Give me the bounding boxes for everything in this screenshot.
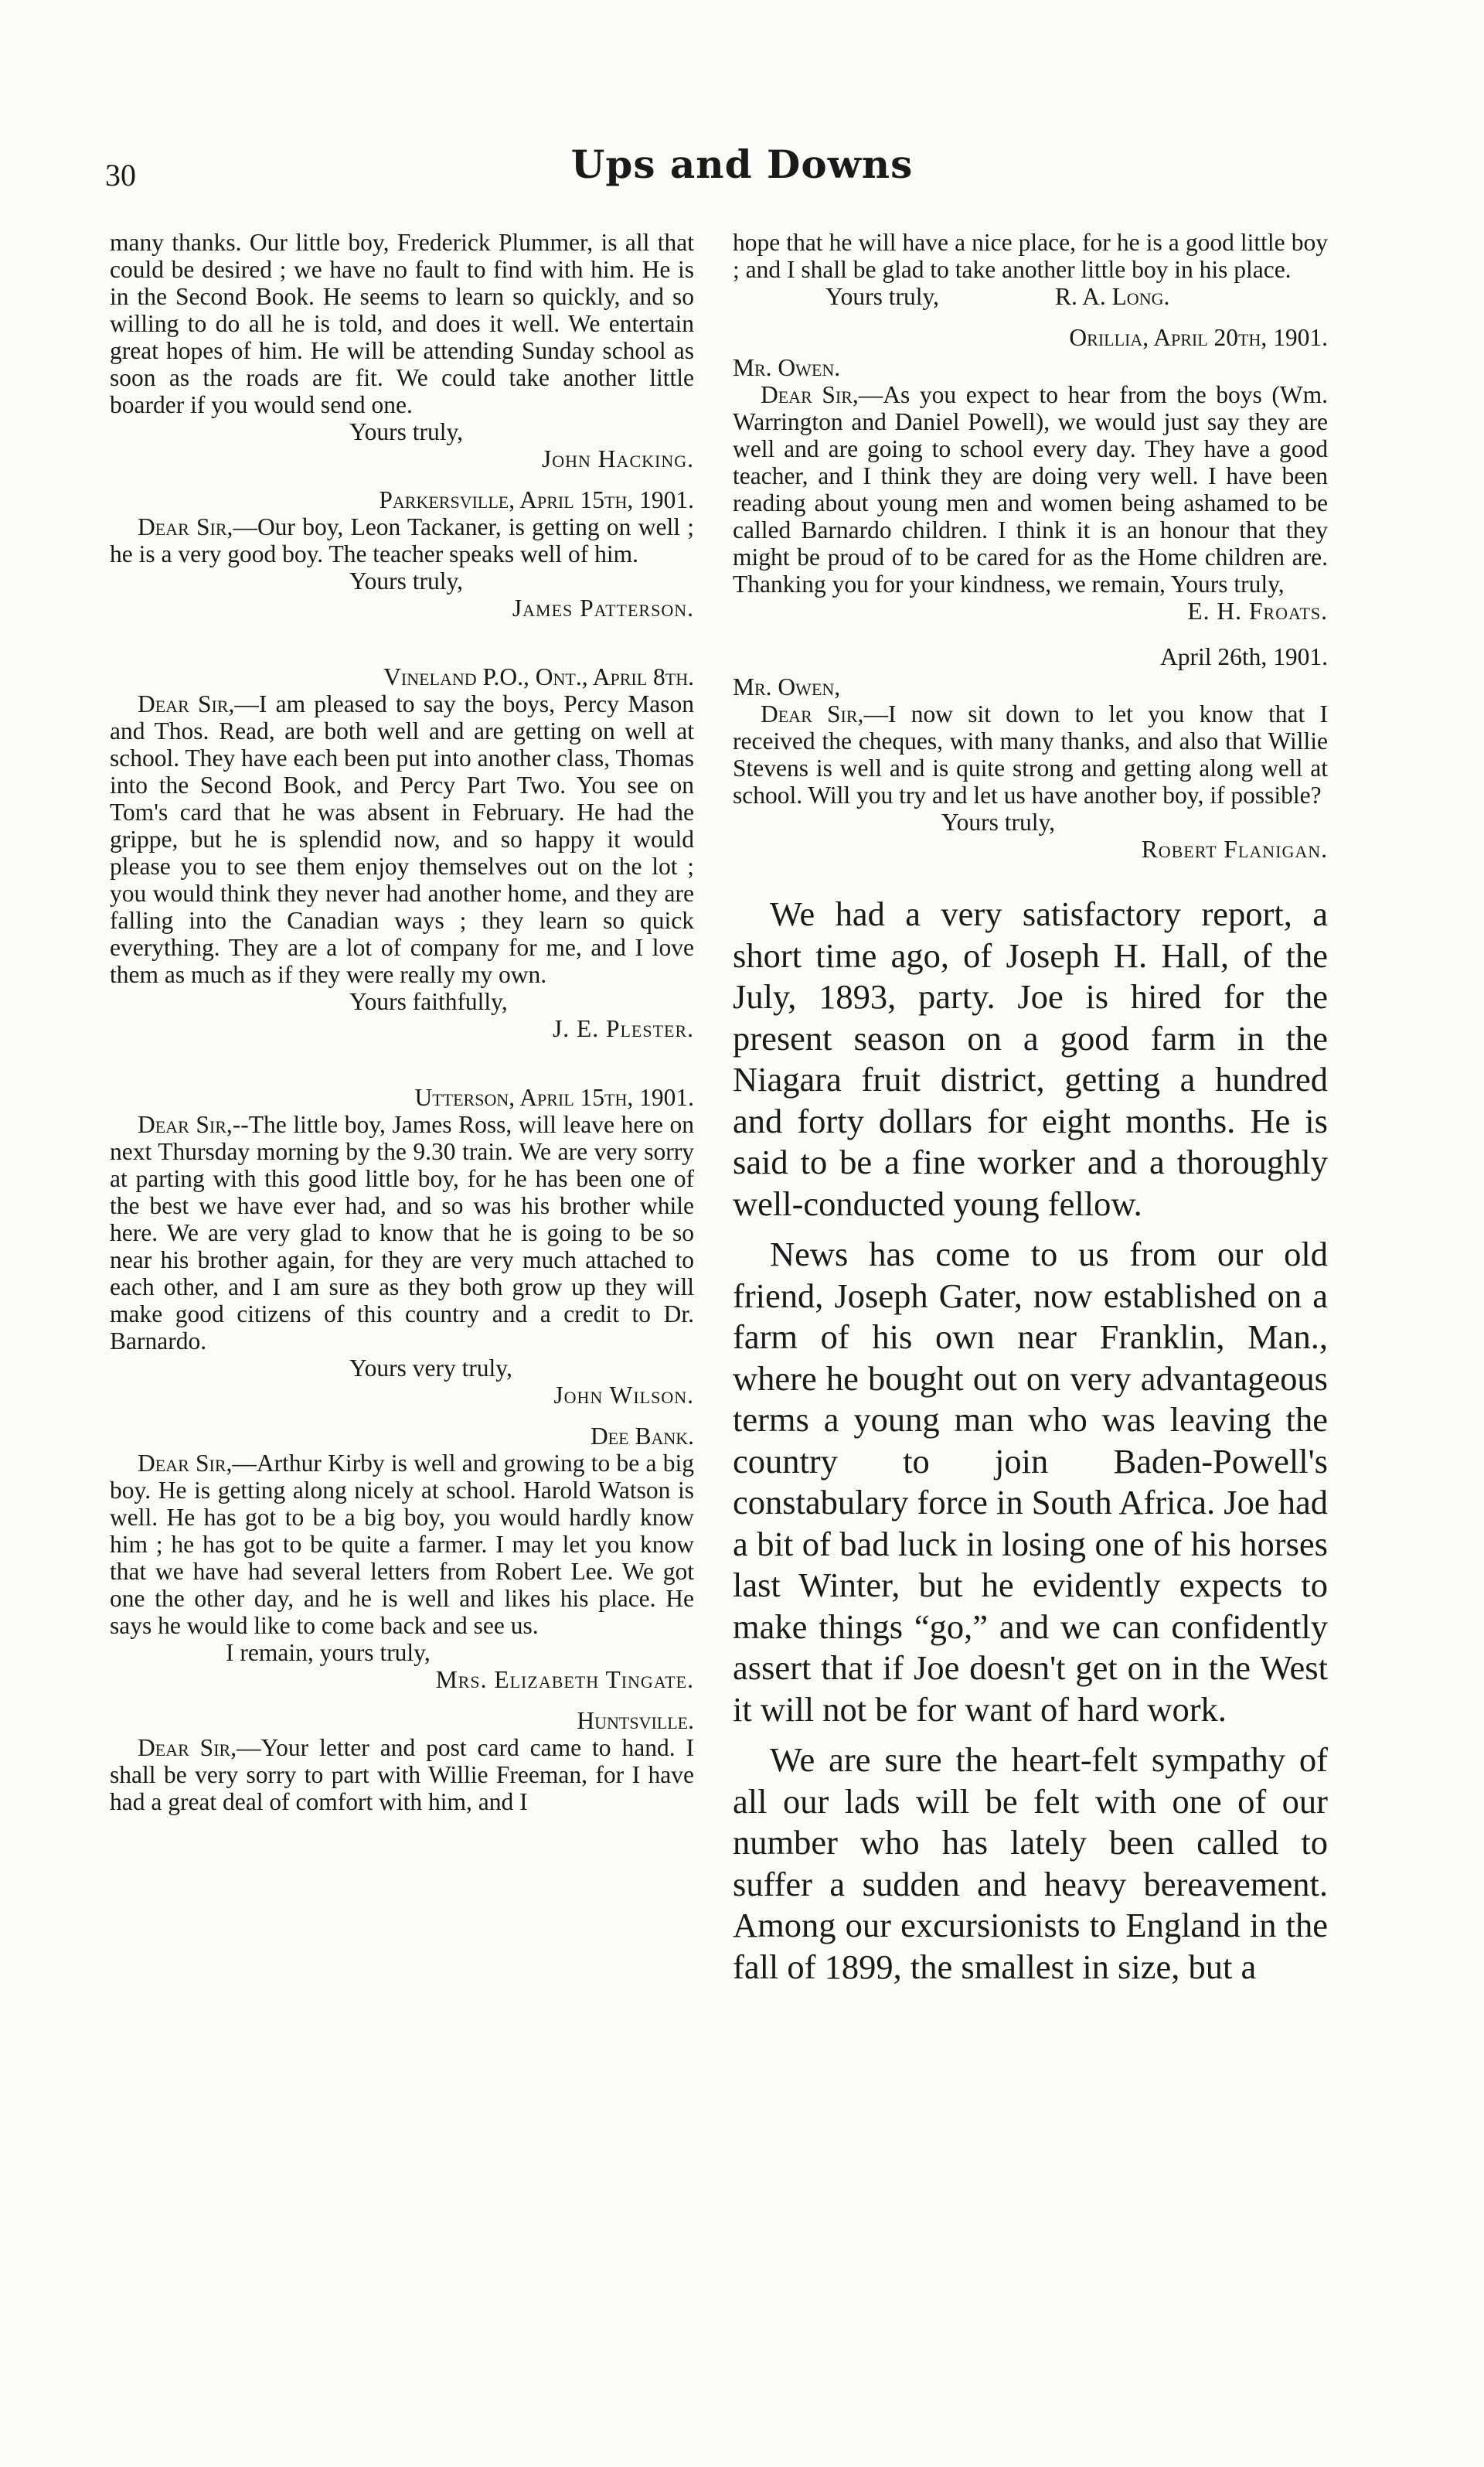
letter-salutation: Dear Sir, <box>138 1111 233 1138</box>
letter-dateline: Parkersville, April 15th, 1901. <box>379 486 694 513</box>
letter-body <box>733 700 1328 809</box>
letter-dateline: Utterson, April 15th, 1901. <box>414 1084 694 1111</box>
letter-signature: John Hacking. <box>542 445 694 472</box>
left-column <box>110 229 694 1815</box>
letter-body: hope that he will have a nice place, for he is a good little boy ; and I shall be glad to take another little boy in his place. <box>733 229 1328 283</box>
letter-signature: James Patterson. <box>512 595 694 622</box>
letter-signature: R. A. Long. <box>1055 283 1170 310</box>
editorial-paragraph: We had a very satisfactory report, a short time ago, of Joseph H. Hall, of the July, 1893, party. Joe is hired for the present season on a good farm in the Niagara fruit district, getting a hundred and forty dollars for eight months. He is said to be a fine worker and a thoroughly well-conducted young fellow. <box>733 894 1328 1223</box>
letter-closing: Yours truly, <box>349 567 464 595</box>
letter-closing: Yours truly, <box>941 809 1056 836</box>
letter-closing: Yours very truly, <box>349 1354 512 1382</box>
letter-body <box>733 381 1328 598</box>
editorial-paragraph: News has come to us from our old friend, Joseph Gater, now established on a farm of his own near Franklin, Man., where he bought out on very advantageous terms a young man who was leaving the country to join Baden-Powell's constabulary force in South Africa. Joe had a bit of bad luck in losing one of his horses last Winter, but he evidently expects to make things “go,” and we can confidently assert that if Joe doesn't get on in the West it will not be for want of hard work. <box>733 1235 1328 1729</box>
page-header <box>0 135 1484 193</box>
letter-salutation: Dear Sir, <box>138 1734 237 1761</box>
letter-text: —I am pleased to say the boys, Percy Mason and Thos. Read, are both well and are getting on well at school. They have each been put into another class, Thomas into the Second Book, and Percy Part Two. You see on Tom's card that he was absent in February. He had the grippe, but he is splendid now, and so happy it would please you to see them enjoy themselves out on the lot ; you would think they never had another home, and they are falling into the Canadian ways ; they learn so quick everything. They are a lot of company for me, and I love them as much as if they were really my own. <box>110 690 694 988</box>
letter-dateline: Orillia, April 20th, 1901. <box>1069 324 1328 351</box>
letter-salutation: Dear Sir, <box>138 690 235 717</box>
letter-closing: Yours truly, <box>349 418 464 445</box>
editorial-paragraph: We are sure the heart-felt sympathy of all our lads will be felt with one of our number who has lately been called to suffer a sudden and heavy bereavement. Among our excursionists to England in the fall of 1899, the smallest in size, but a <box>733 1740 1328 1986</box>
letter-text: —Arthur Kirby is well and growing to be a big boy. He is getting along nicely at school. Harold Watson is well. He has got to be a big boy, you would hardly know him ; he has got to be quite a farmer. I may let you know that we have had several letters from Robert Lee. We got one the other day, and he is well and likes his place. He says he would like to come back and see us. <box>110 1450 694 1639</box>
letter-body <box>110 690 694 988</box>
letter-closing <box>733 283 1328 310</box>
letter-text: —I now sit down to let you know that I received the cheques, with many thanks, and also that Willie Stevens is well and is quite strong and getting along well at school. Will you try and let us have another boy, if possible? <box>733 700 1328 809</box>
letter-text: --The little boy, James Ross, will leave here on next Thursday morning by the 9.30 train. We are very sorry at parting with this good little boy, for he has been one of the best we have ever had, and so was his brother while here. We are very glad to know that he is going to be so near his brother again, for they are very much attached to each other, and I am sure as they both grow up they will make good citizens of this country and a credit to Dr. Barnardo. <box>110 1111 694 1354</box>
letter-dateline: Vineland P.O., Ont., April 8th. <box>383 663 694 690</box>
letter-closing: Yours truly, <box>1170 571 1285 598</box>
letter-salutation: Dear Sir, <box>761 700 864 727</box>
letter-signature: Robert Flanigan. <box>1141 836 1328 863</box>
running-title: Ups and Downs <box>570 141 914 187</box>
letter-text: —Our boy, Leon Tackaner, is getting on well ; he is a very good boy. The teacher speaks well of him. <box>110 513 694 567</box>
letter-body <box>110 513 694 567</box>
letter-signature: John Wilson. <box>553 1382 694 1409</box>
letter-body <box>110 1111 694 1354</box>
letter-salutation: Dear Sir, <box>138 513 233 540</box>
letter-salutation: Dear Sir, <box>761 381 859 408</box>
letter-signature: E. H. Froats. <box>1187 598 1328 625</box>
letter-body <box>110 1450 694 1639</box>
letter-body: many thanks. Our little boy, Frederick Plummer, is all that could be desired ; we have no fault to find with him. He is in the Second Book. He seems to learn so quickly, and so willing to do all he is told, and does it well. We entertain great hopes of him. He will be attending Sunday school as soon as the roads are fit. We could take another little boarder if you would send one. <box>110 229 694 418</box>
letter-text: —Your letter and post card came to hand. I shall be very sorry to part with Willie Freeman, for I have had a great deal of comfort with him, and I <box>110 1734 694 1815</box>
letter-body <box>110 1734 694 1815</box>
closing-text: Yours truly, <box>825 283 940 310</box>
letter-signature: Mrs. Elizabeth Tingate. <box>435 1666 694 1693</box>
right-column <box>733 229 1328 1997</box>
editorial-notes <box>733 894 1328 1988</box>
letter-recipient: Mr. Owen, <box>733 673 841 700</box>
letter-dateline: Dee Bank. <box>590 1423 694 1450</box>
letter-dateline: April 26th, 1901. <box>1160 643 1328 670</box>
page-number: 30 <box>105 158 136 193</box>
letter-closing: Yours faithfully, <box>349 988 508 1015</box>
letter-recipient: Mr. Owen. <box>733 354 841 381</box>
letter-closing: I remain, yours truly, <box>226 1639 431 1666</box>
letter-signature: J. E. Plester. <box>552 1015 694 1042</box>
letter-salutation: Dear Sir, <box>138 1450 233 1477</box>
letter-text: —As you expect to hear from the boys (Wm. Warrington and Daniel Powell), we would just say they are well and are going to school every day. They have a good teacher, and I think they are doing very well. I have been reading about young men and women being ashamed to be called Barnardo children. I think it is an honour that they might be proud of to be cared for as the Home children are. Thanking you for your kindness, we remain, <box>733 381 1328 598</box>
letter-dateline: Huntsville. <box>577 1707 694 1734</box>
